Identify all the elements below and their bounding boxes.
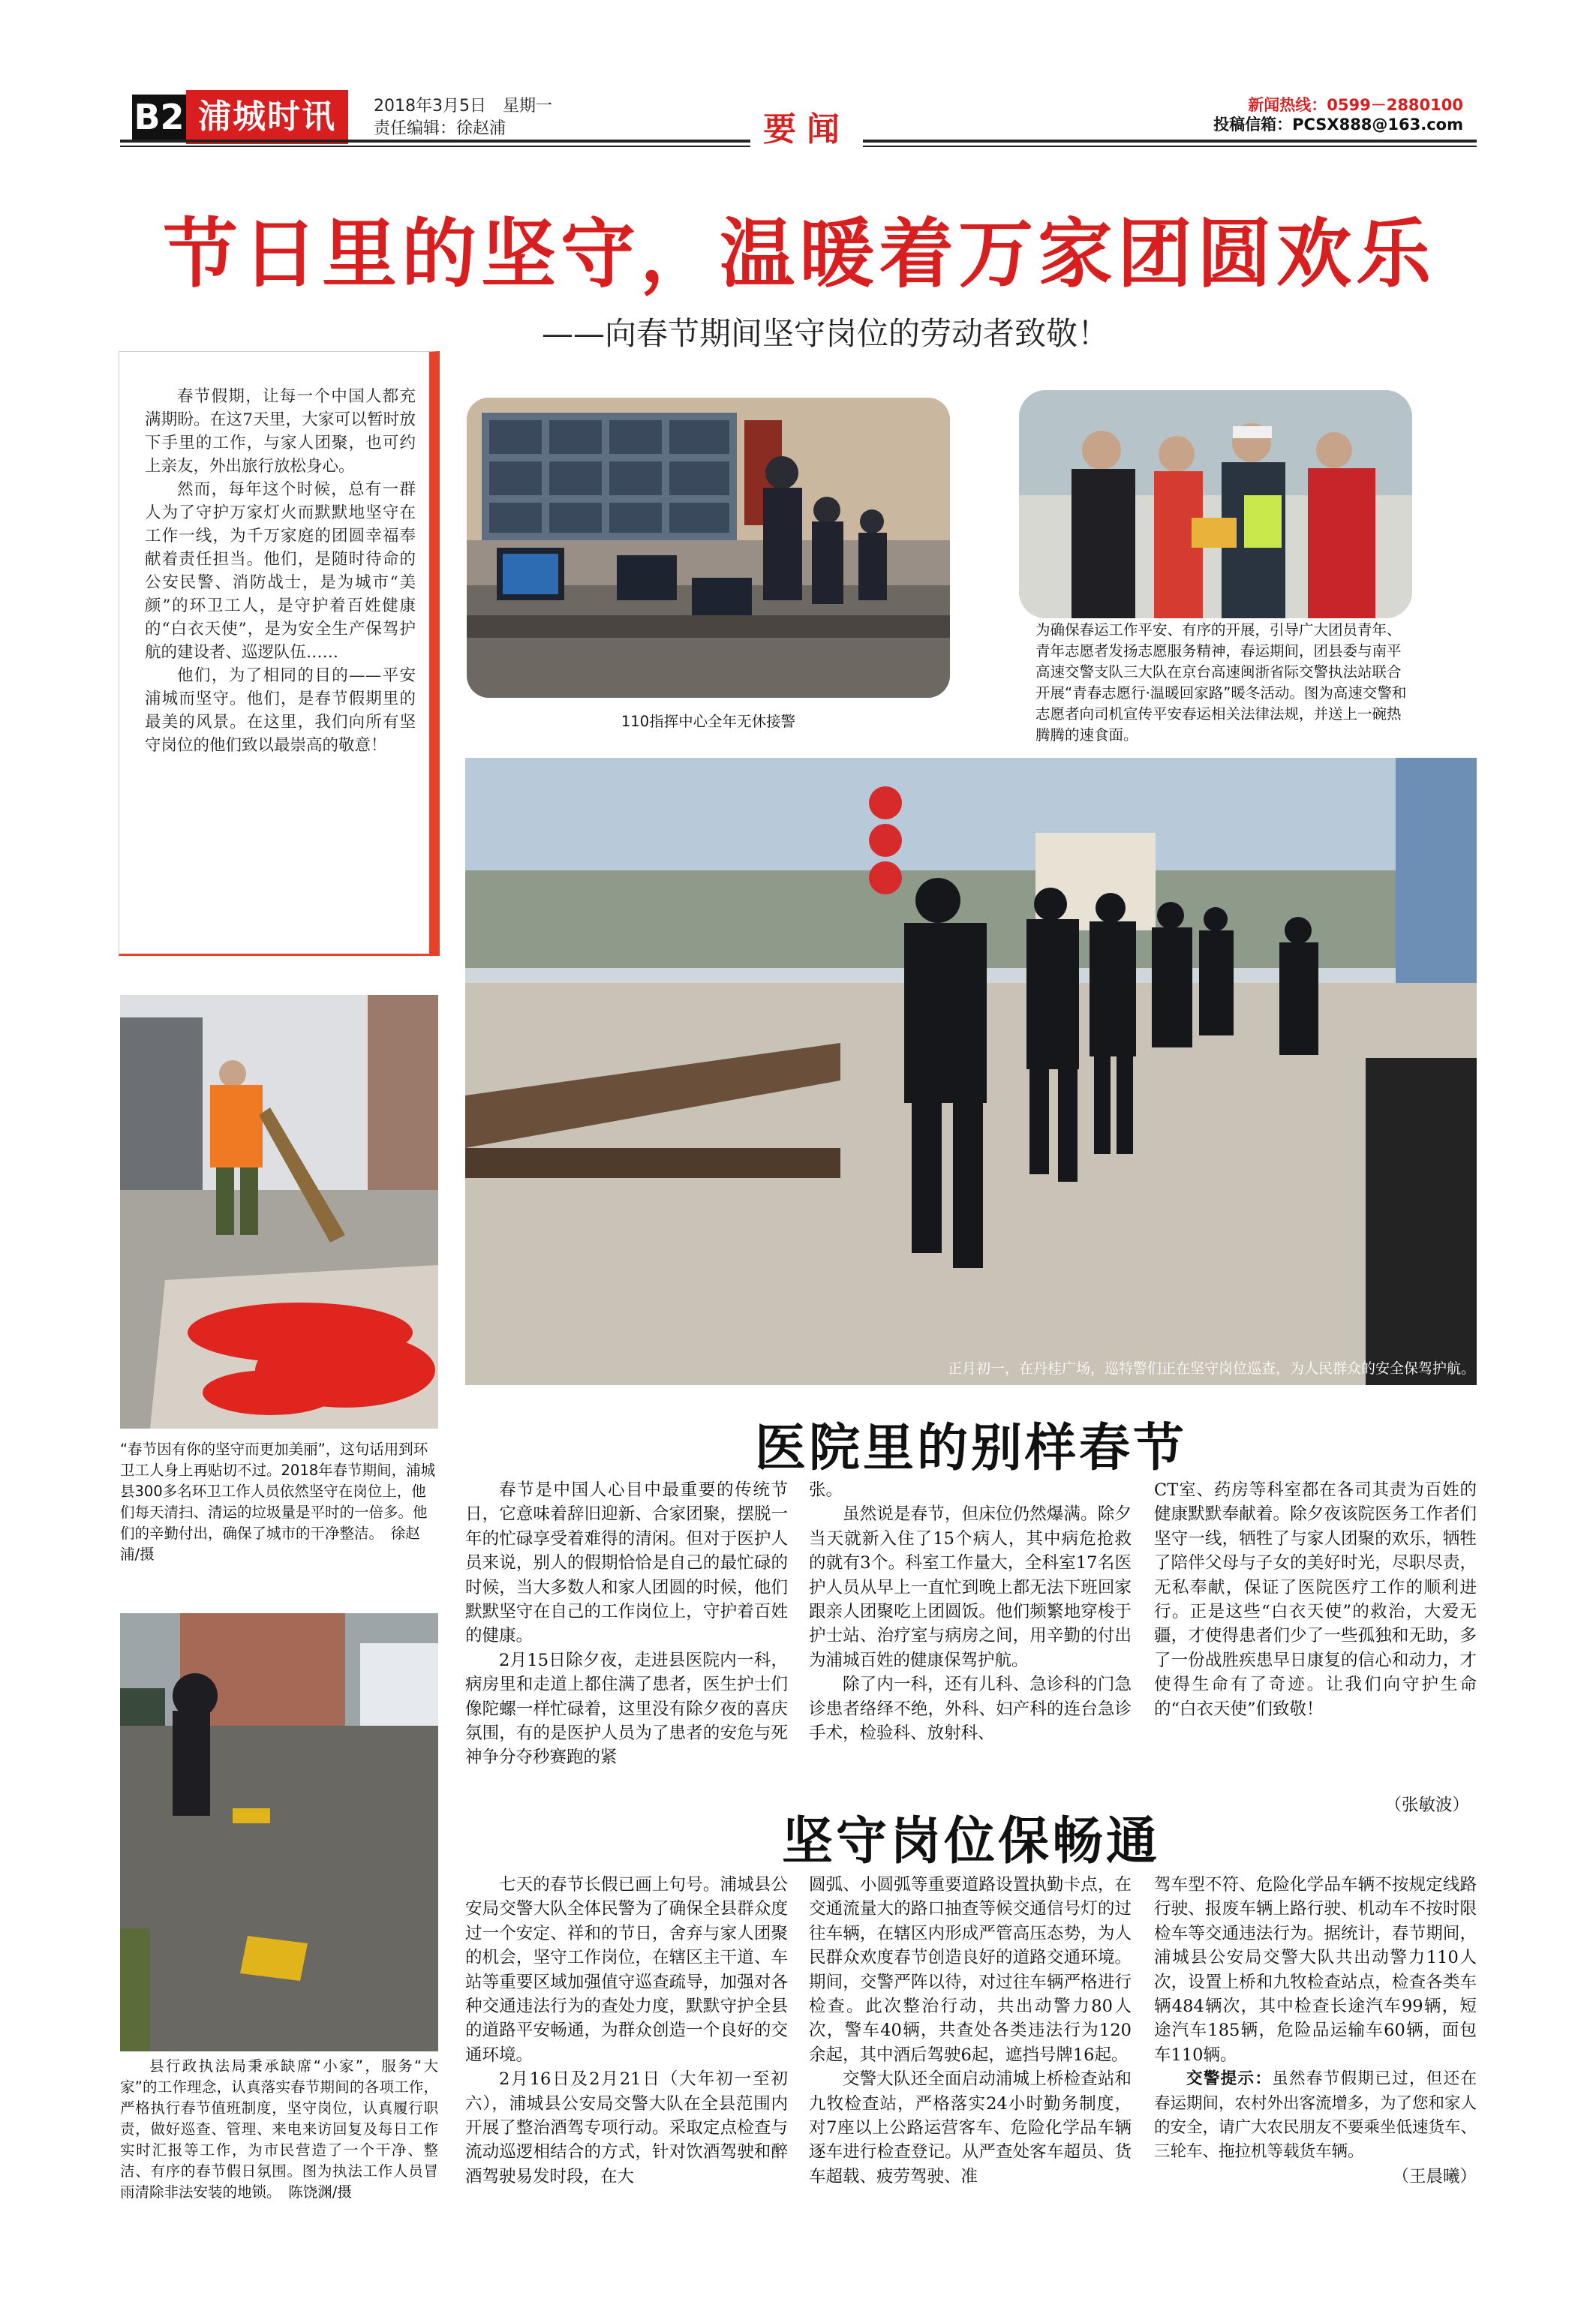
volunteer-photo (1019, 390, 1412, 618)
patrol-caption: 正月初一，在丹桂广场，巡特警们正在坚守岗位巡查，为人民群众的安全保驾护航。 (947, 1360, 1475, 1377)
main-headline: 节日里的坚守，温暖着万家团圆欢乐 (163, 210, 1435, 298)
intro-text (119, 352, 429, 757)
sub-headline: ——向春节期间坚守岗位的劳动者致敬！ (541, 315, 1109, 352)
page-number-badge: B2 (132, 95, 186, 140)
traffic-tip-label: 交警提示： (1186, 2069, 1273, 2089)
command-center-illustration (467, 398, 950, 698)
article2-col1-paragraph: 七天的春节长假已画上句号。浦城县公安局交警大队全体民警为了确保全县群众度过一个安定、祥和的节日，舍弃与家人团聚的机会，坚守工作岗位，在辖区主干道、车站等重要区域加强值守巡查疏导，加强对各种交通违法行为的查处力度，默默守护全县的道路平安畅通，为群众创造一个良好的交通环境。 (465, 1875, 788, 2065)
intro-paragraph: 春节假期，让每一个中国人都充满期盼。在这7天里，大家可以暂时放下手里的工作，与家人团聚，也可约上亲友，外出旅行放松身心。 (145, 387, 416, 476)
intro-paragraph: 他们，为了相同的目的——平安浦城而坚守。他们，是春节假期里的最美的风景。在这里，我们向所有坚守岗位的他们致以最崇高的敬意！ (145, 666, 416, 755)
article1-col2 (809, 1478, 1132, 1745)
hotline-number: 0599－2880100 (1327, 96, 1463, 114)
email-row (1171, 113, 1463, 135)
article2-col3 (1154, 1873, 1477, 2189)
traffic-tip (1154, 2067, 1477, 2165)
enforcement-credit: 陈饶渊/摄 (288, 2183, 352, 2201)
volunteer-caption: 为确保春运工作平安、有序的开展，引导广大团员青年、青年志愿者发扬志愿服务精神，春运期间，团县委与南平高速交警支队三大队在京台高速闽浙省际交警执法站联合开展“青春志愿行·温暖回家路”暖冬活动。图为高速交警和志愿者向司机宣传平安春运相关法律法规，并送上一碗热腾腾的速食面。 (1035, 621, 1407, 744)
article1-col2-paragraph: 张。 (809, 1480, 843, 1500)
article2-col2-paragraph: 交警大队还全面启动浦城上桥检查站和九牧检查站，严格落实24小时勤务制度，对7座以上公路运营客车、危险化学品车辆逐车进行检查登记。从严查处客车超员、货车超载、疲劳驾驶、准 (809, 2069, 1132, 2186)
article1-col3 (1154, 1478, 1477, 1721)
article1-col1-paragraph: 春节是中国人心目中最重要的传统节日，它意味着辞旧迎新、合家团聚，摆脱一年的忙碌享受着难得的清闲。但对于医护人员来说，别人的假期恰恰是自己的最忙碌的时候，当大多数人和家人团圆的时候，他们默默坚守在自己的工作岗位上，守护着百姓的健康。 (465, 1480, 788, 1646)
sweeper-caption-text: “春节因有你的坚守而更加美丽”，这句话用到环卫工人身上再贴切不过。2018年春节期间，浦城县300多名环卫工作人员依然坚守在岗位上，他们每天清扫、清运的垃圾量是平时的一倍多。他们的辛勤付出，确保了城市的干净整洁。 (120, 1441, 436, 1542)
section-title: 要闻 (750, 102, 863, 150)
sweeper-photo (120, 995, 438, 1429)
patrol-illustration (465, 758, 1477, 1385)
newspaper-logo: 浦城时讯 (186, 90, 348, 144)
intro-box (119, 351, 440, 956)
article2-col3-paragraph: 驾车型不符、危险化学品车辆不按规定线路行驶、报废车辆上路行驶、机动车不按时限检车等交通违法行为。据统计，春节期间，浦城县公安局交警大队共出动警力110人次，设置上桥和九牧检查站点，检查各类车辆484辆次，其中检查长途汽车99辆，短途汽车185辆，危险品运输车60辆，面包车110辆。 (1154, 1875, 1477, 2065)
intro-paragraph: 然而，每年这个时候，总有一群人为了守护万家灯火而默默地坚守在工作一线，为千万家庭的团圆幸福奉献着责任担当。他们，是随时待命的公安民警、消防战士，是为城市“美颜”的环卫工人，是守护着百姓健康的“白衣天使”，是为安全生产保驾护航的建设者、巡逻队伍…… (145, 480, 416, 662)
article2-col2-paragraph: 圆弧、小圆弧等重要道路设置执勤卡点，在交通流量大的路口抽查等候交通信号灯的过往车辆，在辖区内形成严管高压态势，为人民群众欢度春节创造良好的道路交通环境。期间，交警严阵以待，对过往车辆严格进行检查。此次整治行动，共出动警力80人次，警车40辆，共查处各类违法行为120余起，其中酒后驾驶6起，遮挡号牌16起。 (809, 1875, 1132, 2065)
email-label: 投稿信箱： (1213, 116, 1293, 134)
sweeper-credit: 徐赵浦/摄 (120, 1525, 420, 1563)
article2-title: 坚守岗位保畅通 (781, 1811, 1160, 1871)
hotline-label: 新闻热线： (1248, 96, 1327, 114)
article2-col3-body (1154, 1873, 1477, 2067)
article1-col1 (465, 1478, 788, 1770)
email-address: PCSX888@163.com (1292, 116, 1463, 134)
command-center-caption: 110指挥中心全年无休接警 (621, 713, 796, 730)
article1-col2-paragraph: 除了内一科，还有儿科、急诊科的门急诊患者络绎不绝，外科、妇产科的连台急诊手术，检验科、放射科、 (809, 1675, 1132, 1744)
enforcement-illustration (120, 1613, 438, 2051)
article2-col1-paragraph: 2月16日及2月21日（大年初一至初六），浦城县公安局交警大队在全县范围内开展了整治酒驾专项行动。采取定点检查与流动巡逻相结合的方式，针对饮酒驾驶和醉酒驾驶易发时段，在大 (465, 2069, 788, 2186)
sweeper-illustration (120, 995, 438, 1429)
patrol-photo (465, 758, 1477, 1385)
article2-col2 (809, 1873, 1132, 2189)
traffic-tip-text: 虽然春节假期已过，但还在春运期间，农村外出客流增多，为了您和家人的安全，请广大农民朋友不要乘坐低速货车、三轮车、拖拉机等载货车辆。 (1154, 2069, 1477, 2162)
command-center-photo (467, 398, 950, 698)
editor-line: 责任编辑：徐赵浦 (374, 119, 506, 138)
article1-col3-paragraph: CT室、药房等科室都在各司其责为百姓的健康默默奉献着。除夕夜该院医务工作者们坚守一线，牺牲了与家人团聚的欢乐，牺牲了陪伴父母与子女的美好时光，尽职尽责，无私奉献，保证了医院医疗工作的顺利进行。正是这些“白衣天使”的救治，大爱无疆，才使得患者们少了一些孤独和无助，多了一份战胜疾患早日康复的信心和动力，才使得生命有了奇迹。让我们向守护生命的“白衣天使”们致敬！ (1154, 1480, 1477, 1719)
issue-date: 2018年3月5日 星期一 (374, 97, 552, 116)
article1-col1-paragraph: 2月15日除夕夜，走进县医院内一科，病房里和走道上都住满了患者，医生护士们像陀螺一样忙碌着，这里没有除夕夜的喜庆氛围，有的是医护人员为了患者的安危与死神争分夺秒赛跑的紧 (465, 1650, 788, 1768)
sweeper-caption (120, 1439, 438, 1565)
article1-byline: （张敏波） (1384, 1796, 1469, 1815)
article2-byline: （王晨曦） (1392, 2166, 1477, 2186)
enforcement-caption-text: 县行政执法局秉承缺席“小家”，服务“大家”的工作理念，认真落实春节期间的各项工作，严格执行春节值班制度，坚守岗位，认真履行职责，做好巡查、管理、来电来访回复及每日工作实时汇报等工作，为市民营造了一个干净、整洁、有序的春节假日氛围。图为执法工作人员冒雨清除非法安装的地锁。 (120, 2057, 438, 2201)
article1-col2-paragraph: 虽然说是春节，但床位仍然爆满。除夕当天就新入住了15个病人，其中病危抢救的就有3个。科室工作量大，全科室17名医护人员从早上一直忙到晚上都无法下班回家跟亲人团聚吃上团圆饭。他们频繁地穿梭于护士站、治疗室与病房之间，用辛勤的付出为浦城百姓的健康保驾护航。 (809, 1504, 1132, 1670)
article1-title: 医院里的别样春节 (754, 1418, 1187, 1478)
enforcement-caption (120, 2056, 438, 2203)
enforcement-photo (120, 1613, 438, 2051)
volunteer-illustration (1019, 390, 1412, 618)
article2-col1 (465, 1873, 788, 2189)
